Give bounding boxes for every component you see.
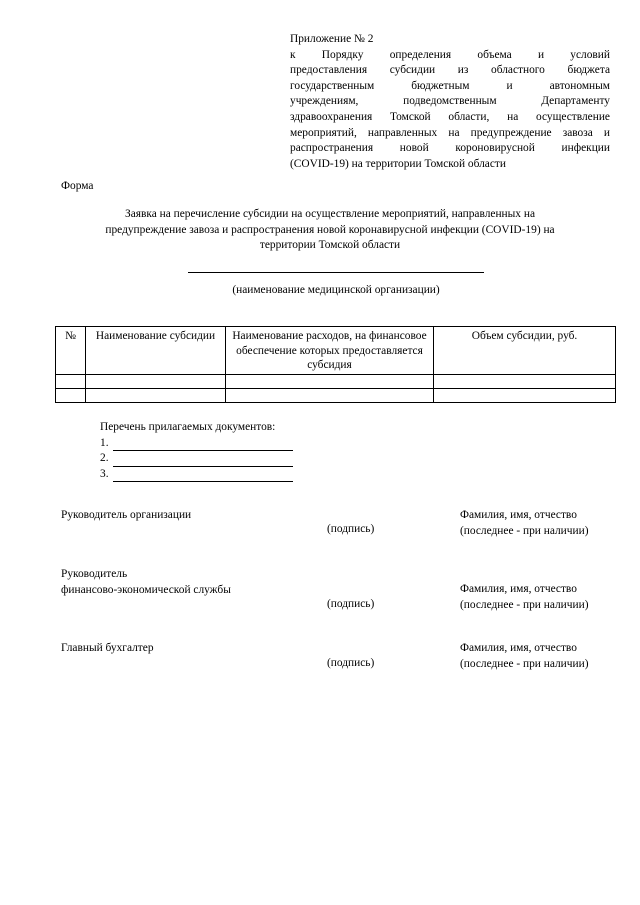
document-item-number: 3.: [100, 467, 109, 480]
annex-title: Приложение № 2: [290, 33, 374, 45]
annex-line: государственным бюджетным и автономным: [290, 79, 610, 92]
signature-role-line: Главный бухгалтер: [61, 642, 154, 654]
signature-name-line: Фамилия, имя, отчество: [460, 509, 577, 521]
document-item-blank[interactable]: [113, 438, 293, 451]
header-expense-name: Наименование расходов, на финансовое обеспечение которых предоставляется субсидия: [226, 327, 434, 375]
signature-role-accountant: [61, 641, 154, 657]
header-subsidy-amount: Объем субсидии, руб.: [434, 327, 616, 375]
signature-name-line: Фамилия, имя, отчество: [460, 583, 577, 595]
signature-caption: (подпись): [327, 598, 375, 610]
table-cell: [56, 388, 86, 402]
signature-role-line: Руководитель организации: [61, 509, 192, 521]
document-item-blank[interactable]: [113, 454, 293, 467]
signature-name-block: [460, 582, 588, 613]
signature-caption: (подпись): [327, 657, 375, 669]
table-cell: [86, 374, 226, 388]
table-cell: [226, 374, 434, 388]
annex-line: (COVID-19) на территории Томской области: [290, 157, 506, 170]
annex-line: мероприятий, направленных на предупреждение завоза и: [290, 126, 610, 139]
annex-line: учреждениям, подведомственным Департаменту: [290, 95, 610, 108]
annex-line: предоставления субсидии из областного бюджета: [290, 64, 610, 77]
document-item-number: 1.: [100, 436, 109, 449]
document-item-blank[interactable]: [113, 469, 293, 482]
header-subsidy-name: Наименование субсидии: [86, 327, 226, 375]
table-cell: [226, 388, 434, 402]
document-title: [60, 207, 600, 254]
attached-documents: [100, 420, 293, 482]
table-cell: [434, 388, 616, 402]
table-row: [56, 374, 616, 388]
annex-line: здравоохранения Томской области, на осуществление: [290, 110, 610, 123]
signature-name-line: (последнее - при наличии): [460, 598, 589, 611]
organization-name-line: [188, 272, 484, 273]
annex-line: распространения новой короновирусной инфекции: [290, 142, 610, 155]
title-line: предупреждение завоза и распространения новой коронавирусной инфекции (COVID-19) на: [105, 223, 555, 236]
annex-line: к Порядку определения объема и условий: [290, 48, 610, 61]
title-line: территории Томской области: [259, 239, 401, 251]
document-item: [100, 467, 293, 483]
organization-name-caption: (наименование медицинской организации): [232, 284, 440, 296]
table-cell: [86, 388, 226, 402]
signature-name-block: [460, 641, 588, 672]
signature-name-line: (последнее - при наличии): [460, 657, 589, 670]
subsidy-table: [55, 326, 616, 403]
table-cell: [434, 374, 616, 388]
signature-role-finance: [61, 567, 231, 598]
signature-name-line: (последнее - при наличии): [460, 524, 589, 537]
title-line: Заявка на перечисление субсидии на осуществление мероприятий, направленных на: [125, 208, 535, 220]
header-number: №: [56, 327, 86, 375]
annex-block: [290, 32, 610, 172]
signature-role-line: финансово-экономической службы: [61, 583, 231, 596]
signature-role-head: [61, 508, 191, 524]
document-item-number: 2.: [100, 452, 109, 464]
documents-heading: Перечень прилагаемых документов:: [100, 421, 276, 433]
table-row: [56, 388, 616, 402]
signature-role-line: Руководитель: [61, 568, 128, 580]
document-item: [100, 436, 293, 452]
table-cell: [56, 374, 86, 388]
signature-name-line: Фамилия, имя, отчество: [460, 642, 577, 654]
signature-name-block: [460, 508, 588, 539]
document-item: [100, 451, 293, 467]
table-header-row: [56, 327, 616, 375]
form-label: Форма: [61, 180, 94, 192]
signature-caption: (подпись): [327, 523, 375, 535]
